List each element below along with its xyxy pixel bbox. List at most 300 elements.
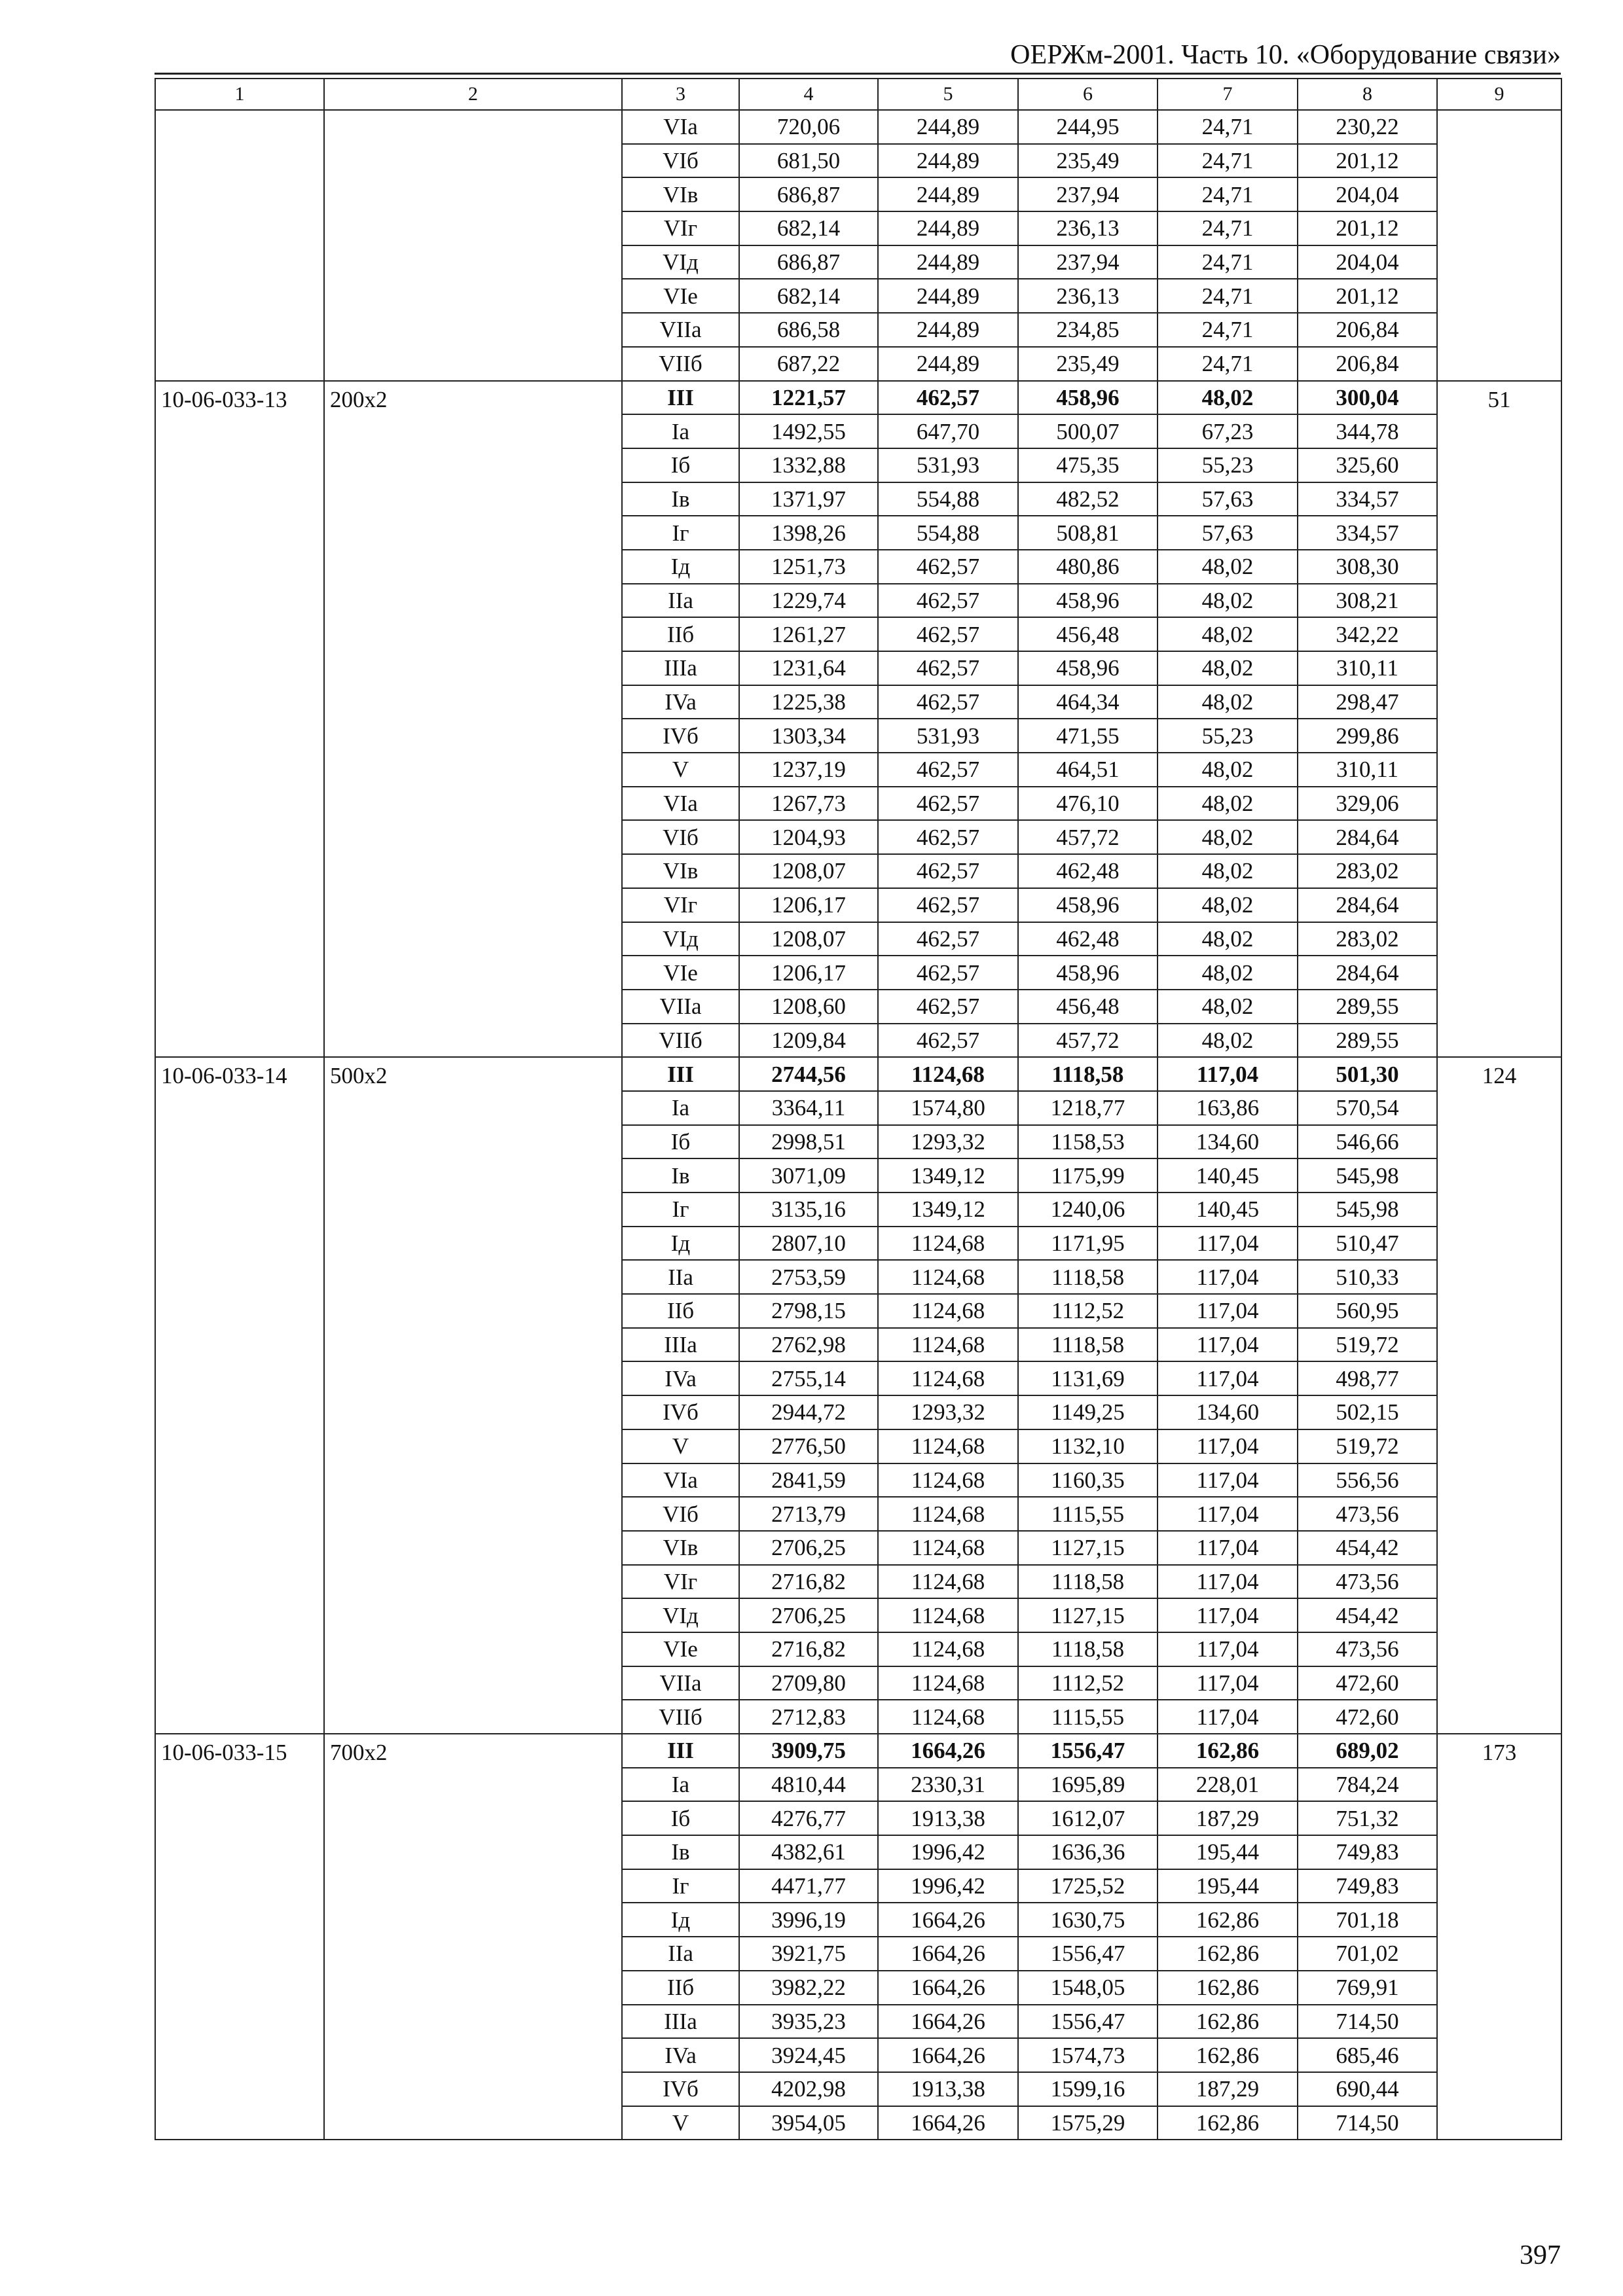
value-cell: 244,89 bbox=[878, 279, 1018, 313]
zone-cell: Iб bbox=[622, 1125, 739, 1159]
value-cell: 204,04 bbox=[1298, 245, 1437, 279]
value-cell: 24,71 bbox=[1158, 313, 1298, 347]
zone-cell: IIIa bbox=[622, 2005, 739, 2039]
value-cell: 187,29 bbox=[1158, 1801, 1298, 1835]
value-cell: 117,04 bbox=[1158, 1227, 1298, 1261]
value-cell: 2330,31 bbox=[878, 1768, 1018, 1802]
value-cell: 1664,26 bbox=[878, 2005, 1018, 2039]
value-cell: 1556,47 bbox=[1018, 1734, 1158, 1768]
value-cell: 117,04 bbox=[1158, 1328, 1298, 1362]
value-cell: 769,91 bbox=[1298, 1971, 1437, 2005]
value-cell: 1575,29 bbox=[1018, 2106, 1158, 2140]
labor-cost-cell: 124 bbox=[1437, 1057, 1561, 1734]
rate-code-cell: 10-06-033-14 bbox=[155, 1057, 324, 1734]
value-cell: 458,96 bbox=[1018, 381, 1158, 415]
value-cell: 1158,53 bbox=[1018, 1125, 1158, 1159]
value-cell: 4382,61 bbox=[739, 1835, 878, 1869]
column-numbers-row bbox=[155, 79, 1561, 110]
value-cell: 1124,68 bbox=[878, 1531, 1018, 1565]
value-cell: 187,29 bbox=[1158, 2072, 1298, 2106]
value-cell: 462,57 bbox=[878, 550, 1018, 584]
labor-cost-cell: 51 bbox=[1437, 381, 1561, 1058]
value-cell: 67,23 bbox=[1158, 414, 1298, 448]
zone-cell: IVб bbox=[622, 719, 739, 753]
value-cell: 1225,38 bbox=[739, 685, 878, 719]
zone-cell: VIг bbox=[622, 888, 739, 922]
value-cell: 24,71 bbox=[1158, 245, 1298, 279]
value-cell: 3954,05 bbox=[739, 2106, 878, 2140]
zone-cell: Iв bbox=[622, 482, 739, 516]
value-cell: 473,56 bbox=[1298, 1565, 1437, 1599]
value-cell: 1112,52 bbox=[1018, 1294, 1158, 1328]
column-number: 4 bbox=[739, 79, 878, 110]
value-cell: 570,54 bbox=[1298, 1091, 1437, 1125]
table-row bbox=[155, 1057, 1561, 1091]
value-cell: 117,04 bbox=[1158, 1700, 1298, 1734]
value-cell: 458,96 bbox=[1018, 651, 1158, 685]
zone-cell: IIIa bbox=[622, 1328, 739, 1362]
zone-cell: Iб bbox=[622, 448, 739, 482]
value-cell: 3909,75 bbox=[739, 1734, 878, 1768]
value-cell: 162,86 bbox=[1158, 1937, 1298, 1971]
value-cell: 1996,42 bbox=[878, 1835, 1018, 1869]
table-row bbox=[155, 381, 1561, 415]
value-cell: 117,04 bbox=[1158, 1429, 1298, 1463]
value-cell: 3996,19 bbox=[739, 1903, 878, 1937]
value-cell: 686,87 bbox=[739, 177, 878, 211]
value-cell: 228,01 bbox=[1158, 1768, 1298, 1802]
value-cell: 1127,15 bbox=[1018, 1531, 1158, 1565]
zone-cell: IVб bbox=[622, 1395, 739, 1429]
value-cell: 308,30 bbox=[1298, 550, 1437, 584]
value-cell: 329,06 bbox=[1298, 787, 1437, 821]
value-cell: 476,10 bbox=[1018, 787, 1158, 821]
value-cell: 1725,52 bbox=[1018, 1869, 1158, 1903]
zone-cell: VIIб bbox=[622, 1024, 739, 1058]
value-cell: 3935,23 bbox=[739, 2005, 878, 2039]
value-cell: 3924,45 bbox=[739, 2038, 878, 2072]
zone-cell: IVa bbox=[622, 2038, 739, 2072]
value-cell: 647,70 bbox=[878, 414, 1018, 448]
value-cell: 117,04 bbox=[1158, 1632, 1298, 1666]
value-cell: 48,02 bbox=[1158, 787, 1298, 821]
value-cell: 1695,89 bbox=[1018, 1768, 1158, 1802]
column-number: 2 bbox=[324, 79, 622, 110]
header-rule bbox=[155, 73, 1561, 75]
value-cell: 334,57 bbox=[1298, 482, 1437, 516]
value-cell: 24,71 bbox=[1158, 110, 1298, 144]
value-cell: 1124,68 bbox=[878, 1565, 1018, 1599]
zone-cell: VIд bbox=[622, 1598, 739, 1632]
value-cell: 1124,68 bbox=[878, 1057, 1018, 1091]
value-cell: 237,94 bbox=[1018, 177, 1158, 211]
value-cell: 462,57 bbox=[878, 685, 1018, 719]
zone-cell: IIIa bbox=[622, 651, 739, 685]
zone-cell: VIIб bbox=[622, 1700, 739, 1734]
value-cell: 134,60 bbox=[1158, 1125, 1298, 1159]
value-cell: 458,96 bbox=[1018, 888, 1158, 922]
value-cell: 298,47 bbox=[1298, 685, 1437, 719]
value-cell: 310,11 bbox=[1298, 651, 1437, 685]
value-cell: 55,23 bbox=[1158, 719, 1298, 753]
value-cell: 1303,34 bbox=[739, 719, 878, 753]
value-cell: 1664,26 bbox=[878, 1903, 1018, 1937]
value-cell: 682,14 bbox=[739, 211, 878, 245]
zone-cell: VIб bbox=[622, 144, 739, 178]
value-cell: 3071,09 bbox=[739, 1158, 878, 1193]
value-cell: 1240,06 bbox=[1018, 1193, 1158, 1227]
zone-cell: IIб bbox=[622, 1294, 739, 1328]
value-cell: 1251,73 bbox=[739, 550, 878, 584]
value-cell: 284,64 bbox=[1298, 820, 1437, 854]
value-cell: 701,18 bbox=[1298, 1903, 1437, 1937]
value-cell: 140,45 bbox=[1158, 1158, 1298, 1193]
value-cell: 117,04 bbox=[1158, 1361, 1298, 1395]
zone-cell: Iд bbox=[622, 550, 739, 584]
value-cell: 48,02 bbox=[1158, 888, 1298, 922]
value-cell: 244,89 bbox=[878, 211, 1018, 245]
value-cell: 237,94 bbox=[1018, 245, 1158, 279]
value-cell: 545,98 bbox=[1298, 1158, 1437, 1193]
value-cell: 462,48 bbox=[1018, 854, 1158, 888]
value-cell: 283,02 bbox=[1298, 922, 1437, 956]
value-cell: 2755,14 bbox=[739, 1361, 878, 1395]
value-cell: 283,02 bbox=[1298, 854, 1437, 888]
value-cell: 24,71 bbox=[1158, 279, 1298, 313]
value-cell: 162,86 bbox=[1158, 1734, 1298, 1768]
value-cell: 749,83 bbox=[1298, 1835, 1437, 1869]
value-cell: 235,49 bbox=[1018, 144, 1158, 178]
value-cell: 519,72 bbox=[1298, 1429, 1437, 1463]
value-cell: 4202,98 bbox=[739, 2072, 878, 2106]
zone-cell: VIв bbox=[622, 854, 739, 888]
value-cell: 1175,99 bbox=[1018, 1158, 1158, 1193]
value-cell: 1492,55 bbox=[739, 414, 878, 448]
value-cell: 531,93 bbox=[878, 448, 1018, 482]
value-cell: 117,04 bbox=[1158, 1463, 1298, 1498]
value-cell: 57,63 bbox=[1158, 482, 1298, 516]
value-cell: 289,55 bbox=[1298, 1024, 1437, 1058]
value-cell: 686,87 bbox=[739, 245, 878, 279]
value-cell: 2776,50 bbox=[739, 1429, 878, 1463]
value-cell: 2762,98 bbox=[739, 1328, 878, 1362]
value-cell: 1332,88 bbox=[739, 448, 878, 482]
value-cell: 458,96 bbox=[1018, 956, 1158, 990]
value-cell: 117,04 bbox=[1158, 1666, 1298, 1700]
value-cell: 462,57 bbox=[878, 617, 1018, 651]
zone-cell: Iг bbox=[622, 1193, 739, 1227]
value-cell: 462,57 bbox=[878, 787, 1018, 821]
zone-cell: VIв bbox=[622, 177, 739, 211]
value-cell: 1208,07 bbox=[739, 854, 878, 888]
value-cell: 2713,79 bbox=[739, 1497, 878, 1531]
value-cell: 3921,75 bbox=[739, 1937, 878, 1971]
value-cell: 117,04 bbox=[1158, 1531, 1298, 1565]
value-cell: 4276,77 bbox=[739, 1801, 878, 1835]
value-cell: 48,02 bbox=[1158, 990, 1298, 1024]
value-cell: 685,46 bbox=[1298, 2038, 1437, 2072]
value-cell: 1913,38 bbox=[878, 2072, 1018, 2106]
value-cell: 230,22 bbox=[1298, 110, 1437, 144]
value-cell: 784,24 bbox=[1298, 1768, 1437, 1802]
value-cell: 48,02 bbox=[1158, 550, 1298, 584]
value-cell: 244,89 bbox=[878, 245, 1018, 279]
value-cell: 244,89 bbox=[878, 144, 1018, 178]
column-number: 3 bbox=[622, 79, 739, 110]
value-cell: 48,02 bbox=[1158, 651, 1298, 685]
value-cell: 457,72 bbox=[1018, 820, 1158, 854]
value-cell: 687,22 bbox=[739, 347, 878, 381]
value-cell: 1221,57 bbox=[739, 381, 878, 415]
value-cell: 473,56 bbox=[1298, 1632, 1437, 1666]
value-cell: 464,51 bbox=[1018, 753, 1158, 787]
zone-cell: VIe bbox=[622, 956, 739, 990]
value-cell: 1115,55 bbox=[1018, 1700, 1158, 1734]
value-cell: 714,50 bbox=[1298, 2106, 1437, 2140]
value-cell: 1118,58 bbox=[1018, 1260, 1158, 1294]
value-cell: 1124,68 bbox=[878, 1429, 1018, 1463]
value-cell: 1556,47 bbox=[1018, 1937, 1158, 1971]
value-cell: 3364,11 bbox=[739, 1091, 878, 1125]
column-number: 8 bbox=[1298, 79, 1437, 110]
value-cell: 510,33 bbox=[1298, 1260, 1437, 1294]
value-cell: 162,86 bbox=[1158, 1971, 1298, 2005]
value-cell: 1132,10 bbox=[1018, 1429, 1158, 1463]
value-cell: 1208,07 bbox=[739, 922, 878, 956]
value-cell: 48,02 bbox=[1158, 381, 1298, 415]
value-cell: 162,86 bbox=[1158, 2005, 1298, 2039]
value-cell: 48,02 bbox=[1158, 753, 1298, 787]
value-cell: 475,35 bbox=[1018, 448, 1158, 482]
rate-code-cell: 10-06-033-13 bbox=[155, 381, 324, 1058]
zone-cell: VIв bbox=[622, 1531, 739, 1565]
value-cell: 462,57 bbox=[878, 820, 1018, 854]
value-cell: 1548,05 bbox=[1018, 1971, 1158, 2005]
zone-cell: VIa bbox=[622, 1463, 739, 1498]
zone-cell: Iв bbox=[622, 1835, 739, 1869]
value-cell: 48,02 bbox=[1158, 922, 1298, 956]
value-cell: 1398,26 bbox=[739, 516, 878, 550]
value-cell: 117,04 bbox=[1158, 1057, 1298, 1091]
value-cell: 117,04 bbox=[1158, 1565, 1298, 1599]
zone-cell: IVб bbox=[622, 2072, 739, 2106]
value-cell: 2798,15 bbox=[739, 1294, 878, 1328]
value-cell: 456,48 bbox=[1018, 617, 1158, 651]
value-cell: 1149,25 bbox=[1018, 1395, 1158, 1429]
value-cell: 749,83 bbox=[1298, 1869, 1437, 1903]
value-cell: 686,58 bbox=[739, 313, 878, 347]
value-cell: 1124,68 bbox=[878, 1632, 1018, 1666]
zone-cell: VIa bbox=[622, 110, 739, 144]
value-cell: 1371,97 bbox=[739, 482, 878, 516]
value-cell: 3135,16 bbox=[739, 1193, 878, 1227]
page-number: 397 bbox=[1520, 2240, 1561, 2270]
value-cell: 299,86 bbox=[1298, 719, 1437, 753]
value-cell: 163,86 bbox=[1158, 1091, 1298, 1125]
value-cell: 714,50 bbox=[1298, 2005, 1437, 2039]
value-cell: 1115,55 bbox=[1018, 1497, 1158, 1531]
value-cell: 162,86 bbox=[1158, 1903, 1298, 1937]
value-cell: 462,57 bbox=[878, 956, 1018, 990]
value-cell: 751,32 bbox=[1298, 1801, 1437, 1835]
value-cell: 545,98 bbox=[1298, 1193, 1437, 1227]
value-cell: 457,72 bbox=[1018, 1024, 1158, 1058]
value-cell: 204,04 bbox=[1298, 177, 1437, 211]
value-cell: 55,23 bbox=[1158, 448, 1298, 482]
value-cell: 501,30 bbox=[1298, 1057, 1437, 1091]
value-cell: 462,48 bbox=[1018, 922, 1158, 956]
value-cell: 48,02 bbox=[1158, 685, 1298, 719]
zone-cell: VIIa bbox=[622, 1666, 739, 1700]
rate-code-cell bbox=[155, 110, 324, 381]
value-cell: 1118,58 bbox=[1018, 1632, 1158, 1666]
zone-cell: Iв bbox=[622, 1158, 739, 1193]
value-cell: 244,95 bbox=[1018, 110, 1158, 144]
cable-section-cell: 700x2 bbox=[324, 1734, 622, 2140]
value-cell: 458,96 bbox=[1018, 584, 1158, 618]
table-body bbox=[155, 79, 1561, 2140]
zone-cell: VIд bbox=[622, 922, 739, 956]
zone-cell: III bbox=[622, 381, 739, 415]
zone-cell: IIб bbox=[622, 1971, 739, 2005]
value-cell: 456,48 bbox=[1018, 990, 1158, 1024]
value-cell: 2716,82 bbox=[739, 1632, 878, 1666]
value-cell: 1261,27 bbox=[739, 617, 878, 651]
value-cell: 48,02 bbox=[1158, 854, 1298, 888]
column-number: 1 bbox=[155, 79, 324, 110]
value-cell: 472,60 bbox=[1298, 1700, 1437, 1734]
zone-cell: Iб bbox=[622, 1801, 739, 1835]
value-cell: 1209,84 bbox=[739, 1024, 878, 1058]
column-number: 5 bbox=[878, 79, 1018, 110]
value-cell: 462,57 bbox=[878, 1024, 1018, 1058]
value-cell: 1124,68 bbox=[878, 1598, 1018, 1632]
value-cell: 1556,47 bbox=[1018, 2005, 1158, 2039]
value-cell: 1124,68 bbox=[878, 1666, 1018, 1700]
value-cell: 701,02 bbox=[1298, 1937, 1437, 1971]
zone-cell: V bbox=[622, 753, 739, 787]
value-cell: 2712,83 bbox=[739, 1700, 878, 1734]
zone-cell: III bbox=[622, 1734, 739, 1768]
value-cell: 1664,26 bbox=[878, 2106, 1018, 2140]
value-cell: 1112,52 bbox=[1018, 1666, 1158, 1700]
value-cell: 1229,74 bbox=[739, 584, 878, 618]
labor-cost-cell: 173 bbox=[1437, 1734, 1561, 2140]
value-cell: 244,89 bbox=[878, 177, 1018, 211]
value-cell: 462,57 bbox=[878, 381, 1018, 415]
value-cell: 48,02 bbox=[1158, 820, 1298, 854]
value-cell: 57,63 bbox=[1158, 516, 1298, 550]
value-cell: 472,60 bbox=[1298, 1666, 1437, 1700]
value-cell: 236,13 bbox=[1018, 211, 1158, 245]
value-cell: 1208,60 bbox=[739, 990, 878, 1024]
value-cell: 1664,26 bbox=[878, 1734, 1018, 1768]
value-cell: 48,02 bbox=[1158, 956, 1298, 990]
value-cell: 1574,73 bbox=[1018, 2038, 1158, 2072]
value-cell: 1612,07 bbox=[1018, 1801, 1158, 1835]
value-cell: 1267,73 bbox=[739, 787, 878, 821]
value-cell: 482,52 bbox=[1018, 482, 1158, 516]
value-cell: 1349,12 bbox=[878, 1193, 1018, 1227]
zone-cell: Ia bbox=[622, 1768, 739, 1802]
value-cell: 510,47 bbox=[1298, 1227, 1437, 1261]
value-cell: 1204,93 bbox=[739, 820, 878, 854]
value-cell: 235,49 bbox=[1018, 347, 1158, 381]
cable-section-cell: 500x2 bbox=[324, 1057, 622, 1734]
value-cell: 2807,10 bbox=[739, 1227, 878, 1261]
zone-cell: III bbox=[622, 1057, 739, 1091]
zone-cell: Iд bbox=[622, 1903, 739, 1937]
value-cell: 1231,64 bbox=[739, 651, 878, 685]
value-cell: 201,12 bbox=[1298, 211, 1437, 245]
value-cell: 1293,32 bbox=[878, 1395, 1018, 1429]
zone-cell: V bbox=[622, 2106, 739, 2140]
value-cell: 1664,26 bbox=[878, 1937, 1018, 1971]
value-cell: 690,44 bbox=[1298, 2072, 1437, 2106]
value-cell: 244,89 bbox=[878, 347, 1018, 381]
value-cell: 1131,69 bbox=[1018, 1361, 1158, 1395]
value-cell: 206,84 bbox=[1298, 313, 1437, 347]
zone-cell: Ia bbox=[622, 1091, 739, 1125]
value-cell: 1124,68 bbox=[878, 1294, 1018, 1328]
value-cell: 1996,42 bbox=[878, 1869, 1018, 1903]
value-cell: 4810,44 bbox=[739, 1768, 878, 1802]
value-cell: 531,93 bbox=[878, 719, 1018, 753]
running-header: ОЕРЖм-2001. Часть 10. «Оборудование связи» bbox=[1010, 40, 1561, 70]
value-cell: 462,57 bbox=[878, 990, 1018, 1024]
value-cell: 689,02 bbox=[1298, 1734, 1437, 1768]
value-cell: 1171,95 bbox=[1018, 1227, 1158, 1261]
value-cell: 195,44 bbox=[1158, 1869, 1298, 1903]
value-cell: 236,13 bbox=[1018, 279, 1158, 313]
value-cell: 1237,19 bbox=[739, 753, 878, 787]
table-row bbox=[155, 1734, 1561, 1768]
value-cell: 464,34 bbox=[1018, 685, 1158, 719]
value-cell: 462,57 bbox=[878, 753, 1018, 787]
value-cell: 1630,75 bbox=[1018, 1903, 1158, 1937]
value-cell: 500,07 bbox=[1018, 414, 1158, 448]
value-cell: 244,89 bbox=[878, 110, 1018, 144]
zone-cell: Iг bbox=[622, 516, 739, 550]
value-cell: 2706,25 bbox=[739, 1598, 878, 1632]
zone-cell: VIa bbox=[622, 787, 739, 821]
value-cell: 48,02 bbox=[1158, 1024, 1298, 1058]
zone-cell: V bbox=[622, 1429, 739, 1463]
value-cell: 462,57 bbox=[878, 651, 1018, 685]
value-cell: 1124,68 bbox=[878, 1463, 1018, 1498]
value-cell: 308,21 bbox=[1298, 584, 1437, 618]
value-cell: 2744,56 bbox=[739, 1057, 878, 1091]
value-cell: 134,60 bbox=[1158, 1395, 1298, 1429]
value-cell: 462,57 bbox=[878, 922, 1018, 956]
value-cell: 1664,26 bbox=[878, 2038, 1018, 2072]
value-cell: 720,06 bbox=[739, 110, 878, 144]
value-cell: 1124,68 bbox=[878, 1260, 1018, 1294]
value-cell: 4471,77 bbox=[739, 1869, 878, 1903]
value-cell: 234,85 bbox=[1018, 313, 1158, 347]
value-cell: 508,81 bbox=[1018, 516, 1158, 550]
value-cell: 300,04 bbox=[1298, 381, 1437, 415]
value-cell: 462,57 bbox=[878, 854, 1018, 888]
zone-cell: Iг bbox=[622, 1869, 739, 1903]
value-cell: 1293,32 bbox=[878, 1125, 1018, 1159]
value-cell: 117,04 bbox=[1158, 1260, 1298, 1294]
value-cell: 454,42 bbox=[1298, 1598, 1437, 1632]
value-cell: 325,60 bbox=[1298, 448, 1437, 482]
value-cell: 201,12 bbox=[1298, 144, 1437, 178]
cable-section-cell: 200x2 bbox=[324, 381, 622, 1058]
labor-cost-cell bbox=[1437, 110, 1561, 381]
